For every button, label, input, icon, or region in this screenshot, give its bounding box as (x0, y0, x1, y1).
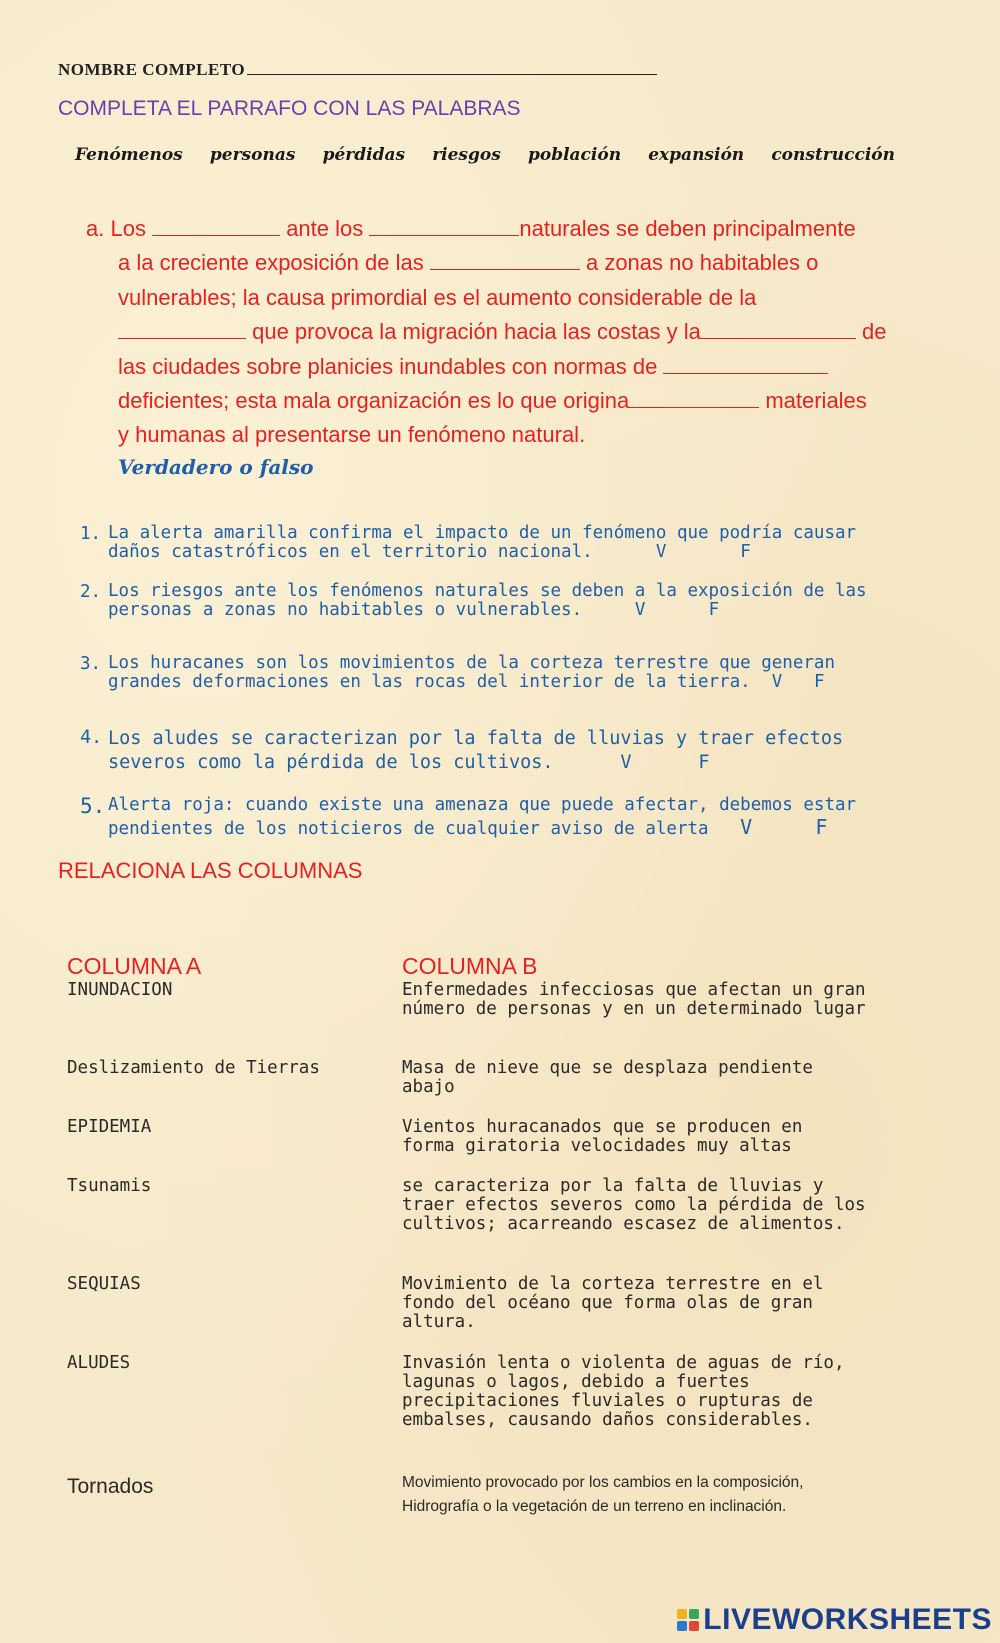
word-bank-item: población (527, 145, 622, 165)
paragraph-text: Los (110, 216, 153, 241)
column-a-item[interactable]: Tornados (67, 1475, 154, 1498)
word-bank-item: expansión (648, 145, 745, 165)
column-b-item[interactable]: Invasión lenta o violenta de aguas de río, lagunas o lagos, debido a fuertes precipitaciones fluviales o rupturas de embalses, causando daños considerables. (402, 1353, 845, 1430)
paragraph-text: vulnerables; la causa primordial es el aumento considerable de la (118, 284, 757, 310)
answer-blank[interactable] (369, 217, 519, 236)
item-text: Los riesgos ante los fenómenos naturales se deben a la exposición de las (108, 581, 867, 601)
word-bank-item: Fenómenos (75, 145, 183, 165)
relate-columns-title: RELACIONA LAS COLUMNAS (58, 858, 363, 883)
item-number: 3. (80, 654, 102, 674)
word-bank-item: riesgos (432, 145, 501, 165)
item-text: personas a zonas no habitables o vulnerables. (108, 600, 583, 620)
answer-blank[interactable] (430, 251, 580, 270)
item-text: grandes deformaciones en las rocas del interior de la tierra. (108, 672, 751, 692)
true-false-item (80, 654, 960, 692)
column-b-item[interactable]: Masa de nieve que se desplaza pendiente abajo (402, 1058, 813, 1097)
paragraph-text: a zonas no habitables o (579, 250, 819, 276)
true-option[interactable]: V (634, 600, 646, 620)
item-text: Los huracanes son los movimientos de la corteza terrestre que generan (108, 653, 835, 673)
true-false-title: Verdadero o falso (118, 455, 314, 479)
word-bank-item: pérdidas (322, 145, 406, 165)
liveworksheets-logo (677, 1603, 992, 1637)
true-false-item (80, 794, 960, 840)
true-option[interactable]: V (655, 542, 667, 562)
paragraph-text: naturales se deben principalmente (519, 216, 856, 241)
paragraph-text: y humanas al presentarse un fenómeno natural. (118, 422, 586, 448)
column-a-item[interactable]: SEQUIAS (67, 1274, 141, 1294)
paragraph-line (86, 418, 936, 452)
fill-in-instruction: COMPLETA EL PARRAFO CON LAS PALABRAS (58, 97, 521, 120)
answer-blank[interactable] (663, 355, 828, 374)
paragraph-text: de (855, 319, 887, 345)
word-bank (75, 145, 895, 165)
column-b-item[interactable]: Movimiento provocado por los cambios en la composición, Hidrografía o la vegetación de un terreno en inclinación. (402, 1474, 804, 1515)
column-a-title: COLUMNA A (67, 953, 202, 979)
item-text: severos como la pérdida de los cultivos. (108, 752, 554, 773)
answer-blank[interactable] (629, 389, 759, 408)
column-a-item[interactable]: INUNDACION (67, 980, 173, 1000)
name-blank-line[interactable] (247, 60, 657, 75)
true-option[interactable]: V (740, 815, 753, 839)
false-option[interactable]: F (813, 672, 825, 692)
word-bank-item: personas (209, 145, 296, 165)
false-option[interactable]: F (708, 600, 720, 620)
paragraph-line (86, 315, 936, 349)
false-option[interactable]: F (815, 815, 828, 839)
column-b-item[interactable]: Vientos huracanados que se producen en forma giratoria velocidades muy altas (402, 1117, 803, 1156)
true-option[interactable]: V (771, 672, 783, 692)
fill-in-paragraph (86, 212, 936, 453)
item-text: La alerta amarilla confirma el impacto de un fenómeno que podría causar (108, 523, 857, 543)
true-false-item (80, 524, 960, 562)
item-text: Alerta roja: cuando existe una amenaza que puede afectar, debemos estar (108, 795, 857, 815)
paragraph-text: ante los (280, 216, 370, 241)
item-number: 2. (80, 582, 102, 602)
logo-grid-icon (677, 1609, 699, 1631)
true-option[interactable]: V (620, 752, 632, 773)
true-false-item (80, 582, 960, 620)
word-bank-item: construcción (771, 145, 895, 165)
column-a-item[interactable]: EPIDEMIA (67, 1117, 152, 1137)
column-a-item[interactable]: Deslizamiento de Tierras (67, 1058, 320, 1078)
item-text: pendientes de los noticieros de cualquier aviso de alerta (108, 819, 709, 839)
item-number: 4. (80, 727, 103, 748)
false-option[interactable]: F (698, 752, 710, 773)
paragraph-text: las ciudades sobre planicies inundables con normas de (118, 353, 664, 379)
paragraph-line (86, 281, 936, 315)
item-number: 1. (80, 524, 102, 544)
column-b-item[interactable]: Movimiento de la corteza terrestre en el fondo del océano que forma olas de gran altura. (402, 1274, 824, 1332)
paragraph-text: materiales (759, 388, 867, 414)
paragraph-text: a la creciente exposición de las (118, 250, 430, 276)
answer-blank[interactable] (118, 320, 246, 339)
item-number: 5. (80, 794, 106, 818)
student-name-field[interactable] (58, 60, 657, 80)
name-label: NOMBRE COMPLETO (58, 60, 246, 79)
item-text: daños catastróficos en el territorio nacional. (108, 542, 593, 562)
column-b-item[interactable]: se caracteriza por la falta de lluvias y traer efectos severos como la pérdida de los cultivos; acarreando escasez de alimentos. (402, 1176, 866, 1234)
false-option[interactable]: F (740, 542, 751, 562)
column-a-item[interactable]: ALUDES (67, 1353, 131, 1373)
paragraph-line (86, 350, 936, 384)
answer-blank[interactable] (152, 217, 280, 236)
paragraph-line (86, 246, 936, 280)
paragraph-marker: a. (86, 216, 105, 241)
true-false-item (80, 727, 960, 775)
paragraph-line (86, 212, 936, 246)
item-text: Los aludes se caracterizan por la falta de lluvias y traer efectos (108, 728, 844, 749)
column-a-item[interactable]: Tsunamis (67, 1176, 152, 1196)
logo-text: LIVEWORKSHEETS (703, 1603, 992, 1636)
answer-blank[interactable] (701, 320, 856, 339)
paragraph-line (86, 384, 936, 418)
column-b-item[interactable]: Enfermedades infecciosas que afectan un gran número de personas y en un determinado lugar (402, 980, 866, 1019)
paragraph-text: que provoca la migración hacia las costas y la (246, 319, 701, 345)
column-b-title: COLUMNA B (402, 953, 538, 979)
paragraph-text: deficientes; esta mala organización es lo que origina (118, 388, 630, 414)
